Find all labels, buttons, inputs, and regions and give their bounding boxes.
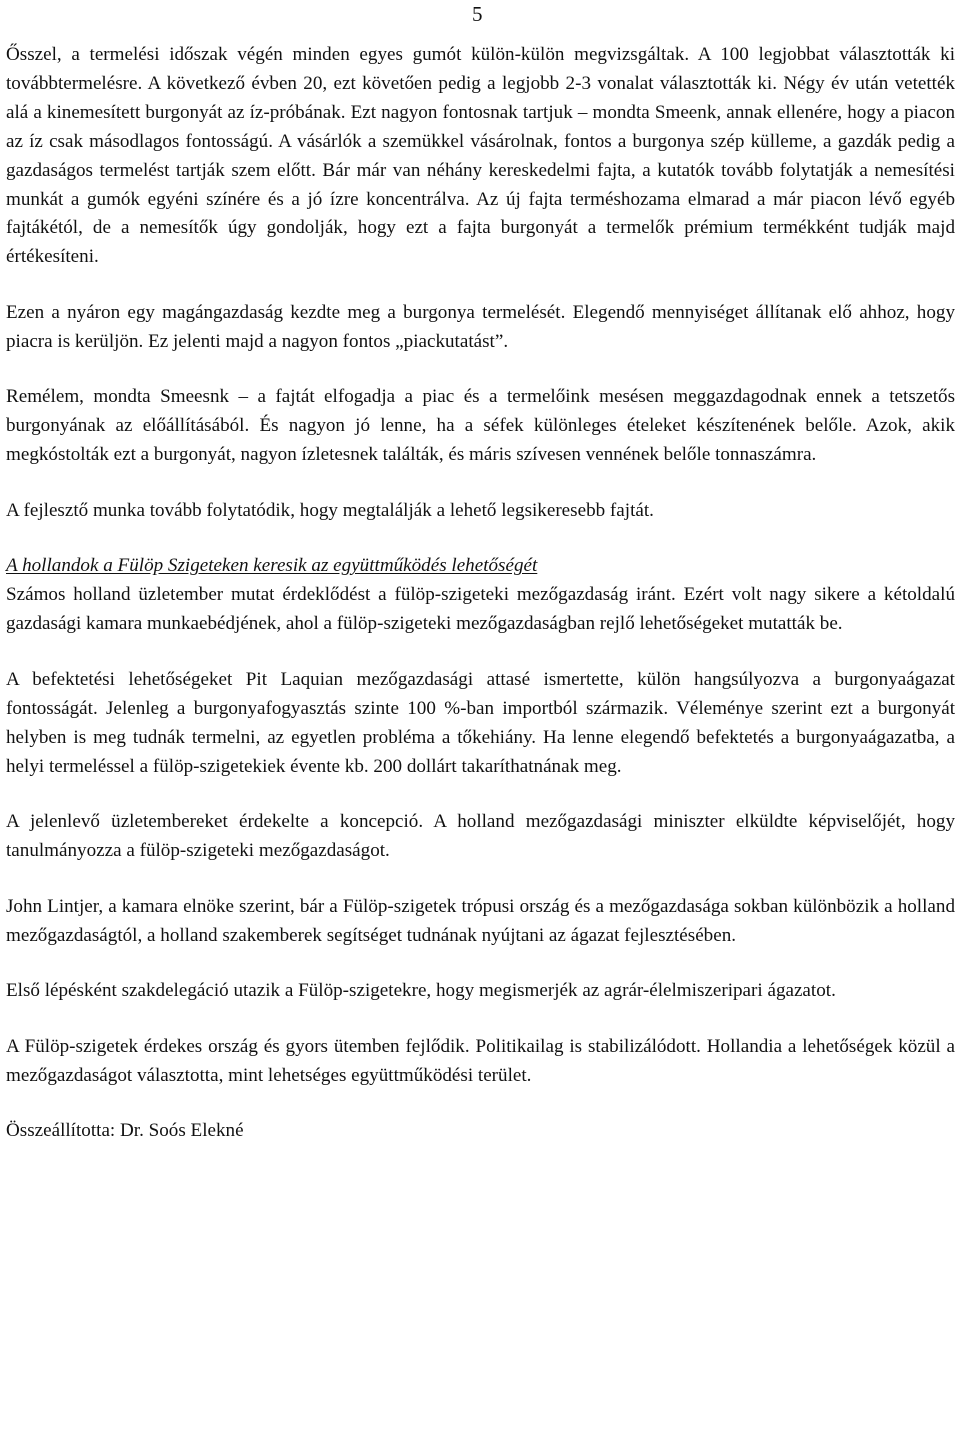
section-paragraph-2: A befektetési lehetőségeket Pit Laquian mezőgazdasági attasé ismertette, külön hangsúlyozva a burgonyaágazat fontosságát. Jelenleg a burgonyafogyasztás szinte 100 %-ban importból származik. Véleménye szerint ezt a burgonyát helyben is meg tudnák termelni, az egyetlen probléma a tőkehiány. Ha lenne elegendő befektetés a burgonyaágazatba, a helyi termeléssel a fülöp-szigetekiek évente kb. 200 dollárt takaríthatnának meg.: [6, 668, 955, 777]
section-paragraph-4: John Lintjer, a kamara elnöke szerint, bár a Fülöp-szigetek trópusi ország és a mezőgazdasága sokban különbözik a holland mezőgazdaságtól, a holland szakemberek segítséget tudnának nyújtani az ágazat fejlesztésében.: [6, 895, 955, 946]
section-paragraph-3: A jelenlevő üzletembereket érdekelte a koncepció. A holland mezőgazdasági miniszter elküldte képviselőjét, hogy tanulmányozza a fülöp-szigeteki mezőgazdaságot.: [6, 811, 955, 862]
paragraph-1: Ősszel, a termelési időszak végén minden egyes gumót külön-külön megvizsgáltak. A 100 legjobbat választották ki továbbtermelésre. A következő évben 20, ezt követően pedig a legjobb 2-3 vonalat választották ki. Négy év után vetették alá a kinemesített burgonyát az íz-próbának. Ezt nagyon fontosnak tartjuk – mondta Smeenk, annak ellenére, hogy a piacon az íz csak másodlagos fontosságú. A vásárlók a szemükkel vásárolnak, fontos a burgonya szép külleme, a gazdák pedig a gazdaságos termelést tartják szem előtt. Bár már van néhány kereskedelmi fajta, a kutatók tovább folytatják a nemesítési munkát a gumók egyéni színére és a jó ízre koncentrálva. Az új fajta terméshozama elmarad a már piacon lévő egyéb fajtákétól, de a nemesítők úgy gondolják, hogy ezt a fajta burgonyát a termelők prémium termékként tudják majd értékesíteni.: [6, 44, 955, 268]
section-hollandok: [6, 552, 955, 1090]
section-heading-paragraph: [6, 552, 955, 581]
paragraph-4: A fejlesztő munka tovább folytatódik, hogy megtalálják a lehető legsikeresebb fajtát.: [6, 499, 654, 521]
section-paragraph-1: Számos holland üzletember mutat érdeklődést a fülöp-szigeteki mezőgazdaság iránt. Ezért volt nagy sikere a kétoldalú gazdasági kamara munkaebédjének, ahol a fülöp-szigeteki mezőgazdaságban rejlő lehetőségeket mutatták be.: [6, 584, 955, 635]
paragraph-2: Ezen a nyáron egy magángazdaság kezdte meg a burgonya termelését. Elegendő mennyiséget állítanak elő ahhoz, hogy piacra is kerüljön. Ez jelenti majd a nagyon fontos „piackutatást”.: [6, 301, 955, 352]
section-paragraph-6: A Fülöp-szigetek érdekes ország és gyors ütemben fejlődik. Politikailag is stabilizálódott. Hollandia a lehetőségek közül a mezőgazdaságot választotta, mint lehetséges együttműködési terület.: [6, 1035, 955, 1086]
page-number: 5: [472, 2, 483, 26]
document-body: [6, 41, 955, 1146]
compiler-credit: Összeállította: Dr. Soós Elekné: [6, 1120, 244, 1142]
section-heading: A hollandok a Fülöp Szigeteken keresik az együttműködés lehetőségét: [6, 555, 538, 577]
paragraph-3: Remélem, mondta Smeesnk – a fajtát elfogadja a piac és a termelőink mesésen meggazdagodnak ennek a tetszetős burgonyának az előállításából. És nagyon jó lenne, ha a séfek különleges ételeket készítenének belőle. Azok, akik megkóstolták ezt a burgonyát, nagyon ízletesnek találták, és máris szívesen vennének belőle tonnaszámra.: [6, 386, 955, 466]
section-paragraph-5: Első lépésként szakdelegáció utazik a Fülöp-szigetekre, hogy megismerjék az agrár-élelmiszeripari ágazatot.: [6, 980, 836, 1002]
